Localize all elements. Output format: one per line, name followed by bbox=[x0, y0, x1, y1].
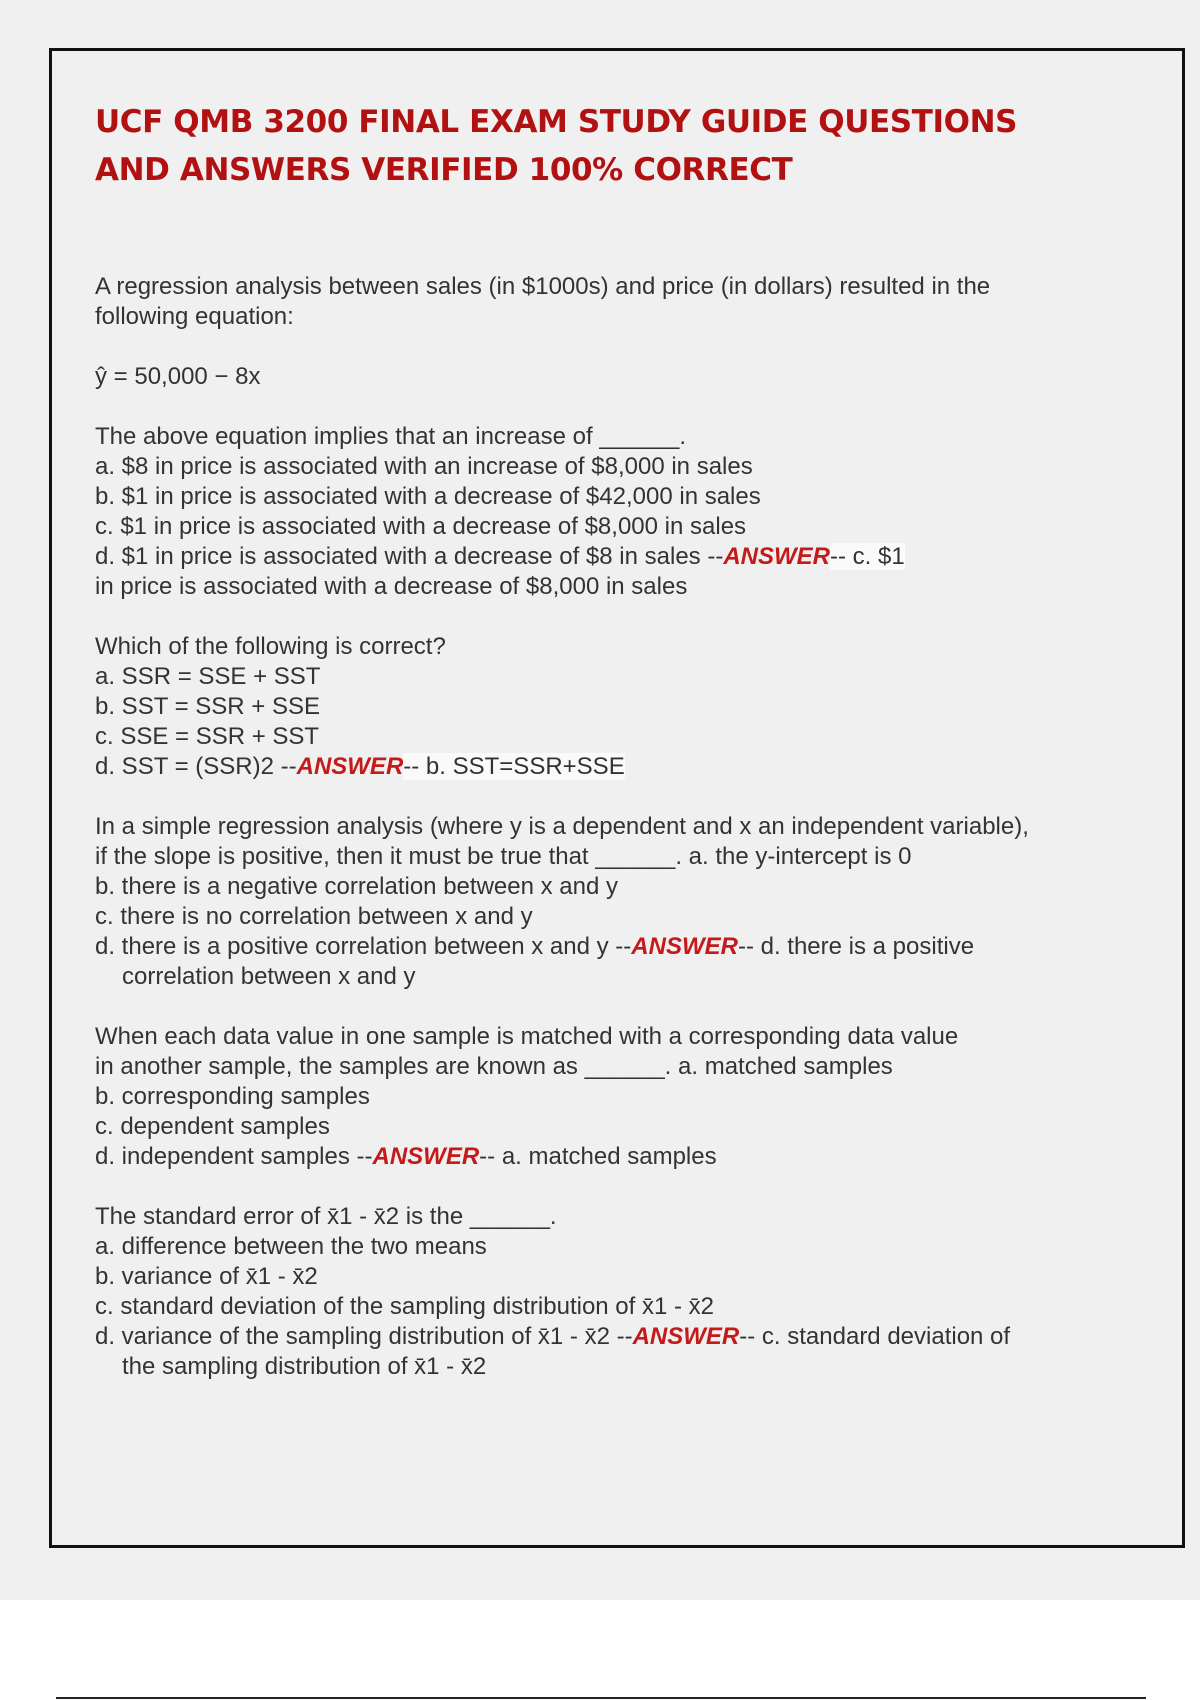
question-line: The standard error of x̄1 - x̄2 is the ______. bbox=[95, 1203, 557, 1230]
answer-marker: ANSWER bbox=[372, 1143, 480, 1170]
regression-equation: ŷ = 50,000 − 8x bbox=[95, 363, 261, 390]
answer-line bbox=[95, 932, 1095, 962]
answer-line bbox=[95, 1322, 1095, 1352]
answer-line-suffix: -- c. $1 bbox=[830, 543, 905, 570]
question-block bbox=[95, 812, 1095, 992]
question-line: In a simple regression analysis (where y is a dependent and x an independent variable), bbox=[95, 813, 1029, 840]
question-block bbox=[95, 1202, 1095, 1382]
footer-divider bbox=[56, 1697, 1146, 1699]
answer-line-prefix: d. there is a positive correlation between x and y -- bbox=[95, 933, 632, 960]
document-content bbox=[95, 98, 1095, 1382]
option-line: b. corresponding samples bbox=[95, 1083, 370, 1110]
answer-line bbox=[95, 542, 1095, 572]
option-line: b. variance of x̄1 - x̄2 bbox=[95, 1263, 318, 1290]
option-line: c. standard deviation of the sampling distribution of x̄1 - x̄2 bbox=[95, 1293, 715, 1320]
answer-marker: ANSWER bbox=[723, 543, 830, 570]
option-line: c. dependent samples bbox=[95, 1113, 330, 1140]
question-line: in another sample, the samples are known as ______. a. matched samples bbox=[95, 1053, 893, 1080]
answer-continuation: the sampling distribution of x̄1 - x̄2 bbox=[122, 1353, 487, 1380]
title-line: UCF QMB 3200 FINAL EXAM STUDY GUIDE QUESTIONS bbox=[95, 104, 1018, 140]
question-block bbox=[95, 632, 1095, 782]
answer-marker: ANSWER bbox=[631, 933, 738, 960]
question-line: The above equation implies that an increase of ______. bbox=[95, 423, 687, 450]
answer-marker: ANSWER bbox=[632, 1323, 740, 1350]
question-line: Which of the following is correct? bbox=[95, 633, 446, 660]
option-line: b. there is a negative correlation between x and y bbox=[95, 873, 618, 900]
answer-line bbox=[95, 752, 1095, 782]
question-line: When each data value in one sample is matched with a corresponding data value bbox=[95, 1023, 959, 1050]
intro-block bbox=[95, 272, 1095, 392]
answer-line bbox=[95, 1142, 1095, 1172]
question-block bbox=[95, 422, 1095, 602]
intro-line: following equation: bbox=[95, 303, 294, 330]
answer-continuation: correlation between x and y bbox=[122, 963, 416, 990]
answer-line-suffix: -- a. matched samples bbox=[479, 1143, 717, 1170]
answer-line-prefix: d. variance of the sampling distribution of x̄1 - x̄2 -- bbox=[95, 1323, 633, 1350]
answer-continuation: in price is associated with a decrease of $8,000 in sales bbox=[95, 573, 688, 600]
answer-line-suffix: -- c. standard deviation of bbox=[739, 1323, 1011, 1350]
title-line: AND ANSWERS VERIFIED 100% CORRECT bbox=[95, 152, 793, 188]
option-line: c. SSE = SSR + SST bbox=[95, 723, 320, 750]
question-line: if the slope is positive, then it must be true that ______. a. the y-intercept is 0 bbox=[95, 843, 912, 870]
answer-line-prefix: d. $1 in price is associated with a decrease of $8 in sales -- bbox=[95, 543, 724, 570]
option-line: a. $8 in price is associated with an increase of $8,000 in sales bbox=[95, 453, 753, 480]
answer-line-prefix: d. independent samples -- bbox=[95, 1143, 373, 1170]
option-line: c. $1 in price is associated with a decrease of $8,000 in sales bbox=[95, 513, 747, 540]
option-line: a. SSR = SSE + SST bbox=[95, 663, 321, 690]
answer-marker: ANSWER bbox=[296, 753, 404, 780]
answer-line-suffix: -- b. SST=SSR+SSE bbox=[403, 753, 625, 780]
answer-line-prefix: d. SST = (SSR)2 -- bbox=[95, 753, 297, 780]
intro-line: A regression analysis between sales (in $1000s) and price (in dollars) resulted in the bbox=[95, 273, 991, 300]
answer-line-suffix: -- d. there is a positive bbox=[737, 933, 975, 960]
question-block bbox=[95, 1022, 1095, 1172]
option-line: b. $1 in price is associated with a decrease of $42,000 in sales bbox=[95, 483, 761, 510]
option-line: b. SST = SSR + SSE bbox=[95, 693, 320, 720]
document-title bbox=[95, 98, 1095, 194]
option-line: c. there is no correlation between x and y bbox=[95, 903, 533, 930]
option-line: a. difference between the two means bbox=[95, 1233, 487, 1260]
